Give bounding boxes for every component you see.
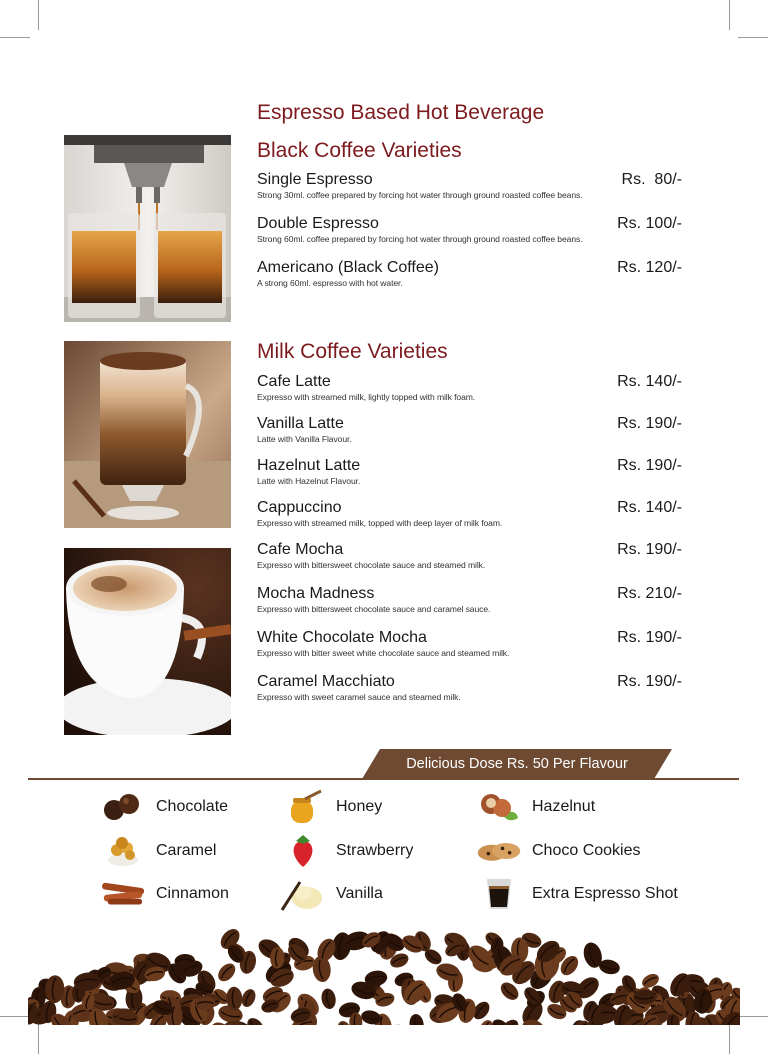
flavour-label: Strawberry: [336, 842, 414, 859]
chocolate-icon: [100, 789, 146, 825]
menu-item: [257, 629, 682, 658]
item-price: Rs. 190/-: [617, 629, 682, 646]
item-description: Expresso with streamed milk, topped with deep layer of milk foam.: [257, 518, 503, 528]
flavour-vanilla: [280, 876, 383, 912]
black-coffee-heading: Black Coffee Varieties: [257, 139, 462, 162]
crop-mark: [729, 1024, 730, 1054]
flavour-hazelnut: [476, 789, 595, 825]
flavour-honey: [280, 789, 382, 825]
espresso-shot-icon: [476, 876, 522, 912]
espresso-photo: [64, 135, 231, 322]
item-name: Double Espresso: [257, 215, 379, 232]
flavour-chocolate: [100, 789, 228, 825]
flavour-strawberry: [280, 833, 413, 869]
item-name: Mocha Madness: [257, 585, 375, 602]
caramel-icon: [100, 833, 146, 869]
vanilla-icon: [280, 876, 326, 912]
item-name: Cappuccino: [257, 499, 342, 516]
crop-mark: [738, 37, 768, 38]
flavour-label: Vanilla: [336, 885, 383, 902]
item-description: A strong 60ml. espresso with hot water.: [257, 278, 403, 288]
hazelnut-icon: [476, 789, 522, 825]
menu-item: [257, 585, 682, 614]
item-price: Rs. 80/-: [621, 171, 682, 188]
crop-mark: [729, 0, 730, 30]
item-name: Americano (Black Coffee): [257, 259, 439, 276]
item-name: Caramel Macchiato: [257, 673, 395, 690]
page-heading: Espresso Based Hot Beverage: [257, 101, 545, 124]
item-name: Hazelnut Latte: [257, 457, 361, 474]
item-price: Rs. 190/-: [617, 541, 682, 558]
item-description: Expresso with streamed milk, lightly topped with milk foam.: [257, 392, 476, 402]
menu-item: [257, 673, 682, 702]
crop-mark: [38, 0, 39, 30]
item-price: Rs. 140/-: [617, 373, 682, 390]
crop-mark: [738, 1016, 768, 1017]
flavour-cinnamon: [100, 876, 229, 912]
crop-mark: [38, 1024, 39, 1054]
menu-item: [257, 499, 682, 528]
item-price: Rs. 210/-: [617, 585, 682, 602]
item-name: Cafe Latte: [257, 373, 331, 390]
strawberry-icon: [280, 833, 326, 869]
cappuccino-photo: [64, 548, 231, 735]
item-description: Expresso with sweet caramel sauce and steamed milk.: [257, 692, 461, 702]
item-description: Expresso with bitter sweet white chocolate sauce and steamed milk.: [257, 648, 510, 658]
latte-photo: [64, 341, 231, 528]
crop-mark: [0, 1016, 30, 1017]
menu-item: [257, 457, 682, 486]
milk-coffee-heading: Milk Coffee Varieties: [257, 340, 448, 363]
item-price: Rs. 100/-: [617, 215, 682, 232]
menu-item: [257, 259, 682, 288]
item-description: Strong 60ml. coffee prepared by forcing hot water through ground roasted coffee beans.: [257, 234, 583, 244]
flavour-label: Cinnamon: [156, 885, 229, 902]
item-description: Expresso with bittersweet chocolate sauce and steamed milk.: [257, 560, 486, 570]
banner-text: Delicious Dose Rs. 50 Per Flavour: [406, 756, 628, 772]
flavour-label: Hazelnut: [532, 798, 596, 815]
crop-mark: [0, 37, 30, 38]
coffee-beans-decoration: [28, 915, 740, 1025]
honey-icon: [280, 789, 326, 825]
cookies-icon: [476, 833, 522, 869]
item-price: Rs. 190/-: [617, 457, 682, 474]
menu-item: [257, 415, 682, 444]
item-price: Rs. 120/-: [617, 259, 682, 276]
flavour-label: Chocolate: [156, 798, 229, 815]
item-name: Single Espresso: [257, 171, 373, 188]
flavour-caramel: [100, 833, 216, 869]
item-price: Rs. 190/-: [617, 415, 682, 432]
flavour-label: Honey: [336, 798, 383, 815]
item-description: Latte with Hazelnut Flavour.: [257, 476, 361, 486]
flavour-banner: [362, 749, 672, 779]
item-name: Vanilla Latte: [257, 415, 344, 432]
menu-item: [257, 541, 682, 570]
flavour-choco-cookies: [476, 833, 641, 869]
item-description: Strong 30ml. coffee prepared by forcing hot water through ground roasted coffee beans.: [257, 190, 583, 200]
item-price: Rs. 140/-: [617, 499, 682, 516]
item-name: White Chocolate Mocha: [257, 629, 427, 646]
flavour-label: Choco Cookies: [532, 842, 641, 859]
flavour-extra-espresso: [476, 876, 678, 912]
item-price: Rs. 190/-: [617, 673, 682, 690]
item-description: Latte with Vanilla Flavour.: [257, 434, 352, 444]
menu-item: [257, 215, 682, 244]
flavour-label: Caramel: [156, 842, 217, 859]
cinnamon-icon: [100, 876, 146, 912]
flavour-label: Extra Espresso Shot: [532, 885, 678, 902]
item-description: Expresso with bittersweet chocolate sauce and caramel sauce.: [257, 604, 491, 614]
item-name: Cafe Mocha: [257, 541, 344, 558]
menu-item: [257, 373, 682, 402]
menu-item: [257, 171, 682, 200]
